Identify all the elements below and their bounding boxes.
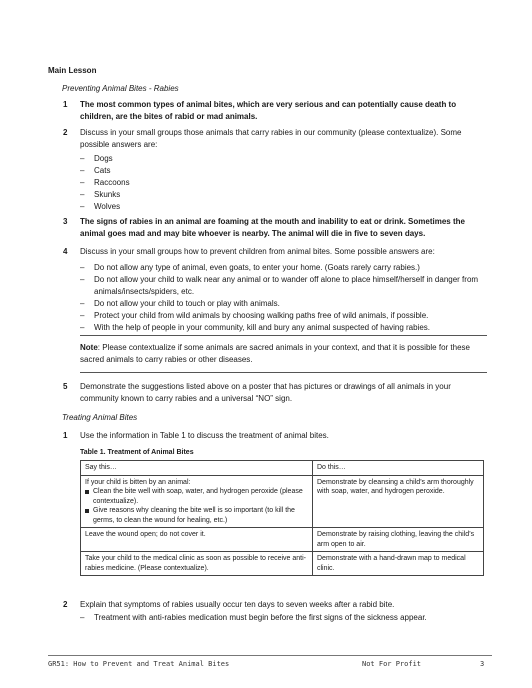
note-bottom-rule <box>80 372 487 373</box>
list-item: – Raccoons <box>80 177 490 189</box>
item-text: Use the information in Table 1 to discuss the treatment of animal bites. <box>80 431 329 440</box>
list-item: – Wolves <box>80 201 490 213</box>
list-item: – Treatment with anti-rabies medication must begin before the first signs of the sickness appear. <box>80 612 490 624</box>
note-text: : Please contextualize if some animals are sacred animals in your context, and that it is possible for these sacred animals to carry rabies or other diseases. <box>80 343 470 364</box>
item-text: The most common types of animal bites, which are very serious and can potentially cause death to children, are the bites of rabid or mad animals. <box>80 100 457 121</box>
table-cell <box>81 475 313 528</box>
table-cell: Leave the wound open; do not cover it. <box>81 528 313 552</box>
bullet-item: Give reasons why cleaning the bite well is so important (to kill the germs, to clean the wound for healing, etc.) <box>85 506 308 525</box>
treatment-note-list <box>80 612 490 624</box>
section-heading: Main Lesson <box>48 66 97 75</box>
item-text: Discuss in your small groups those animals that carry rabies in our community (please contextualize). Some possible answers are: <box>80 128 462 149</box>
list-item: – Protect your child from wild animals by choosing walking paths free of wild animals, if possible. <box>80 310 490 322</box>
page-number: 3 <box>480 660 485 668</box>
item-number: 1 <box>63 100 68 109</box>
table-cell: Take your child to the medical clinic as soon as possible to receive anti-rabies medicine. (Please contextualize). <box>81 552 313 576</box>
footer-title: GR51: How to Prevent and Treat Animal Bites <box>48 660 230 668</box>
table-header-row <box>81 461 484 476</box>
column-header: Do this… <box>313 461 484 476</box>
table-row <box>81 552 484 576</box>
table-cell: Demonstrate with a hand-drawn map to medical clinic. <box>313 552 484 576</box>
subheading-treatment: Treating Animal Bites <box>62 413 138 422</box>
animal-list <box>80 153 490 213</box>
list-item: – Dogs <box>80 153 490 165</box>
item-text: Explain that symptoms of rabies usually occur ten days to seven weeks after a rabid bite. <box>80 600 395 609</box>
bullet-item: Clean the bite well with soap, water, and hydrogen peroxide (please contextualize). <box>85 487 308 506</box>
item-number: 2 <box>63 128 68 137</box>
list-item: – Do not allow any type of animal, even goats, to enter your home. (Goats rarely carry rabies.) <box>80 262 490 274</box>
item-number: 4 <box>63 247 68 256</box>
cell-intro: If your child is bitten by an animal: <box>85 478 191 486</box>
note-label: Note <box>80 343 98 352</box>
list-item: – With the help of people in your community, kill and bury any animal suspected of having rabies. <box>80 322 490 334</box>
note-block <box>80 342 490 366</box>
table-row <box>81 528 484 552</box>
item-number: 5 <box>63 382 68 391</box>
cell-bullet-list <box>85 487 308 525</box>
table-row <box>81 475 484 528</box>
item-text: Demonstrate the suggestions listed above on a poster that has pictures or drawings of all animals in your community known to carry rabies and a universal “NO” sign. <box>80 382 451 403</box>
list-item: – Skunks <box>80 189 490 201</box>
table-caption: Table 1. Treatment of Animal Bites <box>80 449 194 456</box>
footer-notice: Not For Profit <box>362 660 422 668</box>
subheading-prevention: Preventing Animal Bites - Rabies <box>62 84 179 93</box>
table-cell: Demonstrate by cleansing a child’s arm thoroughly with soap, water, and hydrogen peroxide. <box>313 475 484 528</box>
list-item: – Do not allow your child to touch or play with animals. <box>80 298 490 310</box>
footer-rule <box>48 655 492 656</box>
item-number: 3 <box>63 217 68 226</box>
note-top-rule <box>80 335 487 336</box>
item-text: The signs of rabies in an animal are foaming at the mouth and inability to eat or drink. Sometimes the animal goes mad and may bite whoever is nearby. The animal will die in five to seven days. <box>80 217 465 238</box>
table-cell: Demonstrate by raising clothing, leaving the child’s arm open to air. <box>313 528 484 552</box>
column-header: Say this… <box>81 461 313 476</box>
item-number: 2 <box>63 600 68 609</box>
item-number: 1 <box>63 431 68 440</box>
list-item: – Cats <box>80 165 490 177</box>
prevention-list <box>80 262 490 334</box>
item-text: Discuss in your small groups how to prevent children from animal bites. Some possible answers are: <box>80 247 435 256</box>
treatment-table <box>80 460 484 576</box>
list-item: – Do not allow your child to walk near any animal or to wander off alone to place himself/herself in danger from animals/insects/spiders, etc. <box>80 274 490 298</box>
